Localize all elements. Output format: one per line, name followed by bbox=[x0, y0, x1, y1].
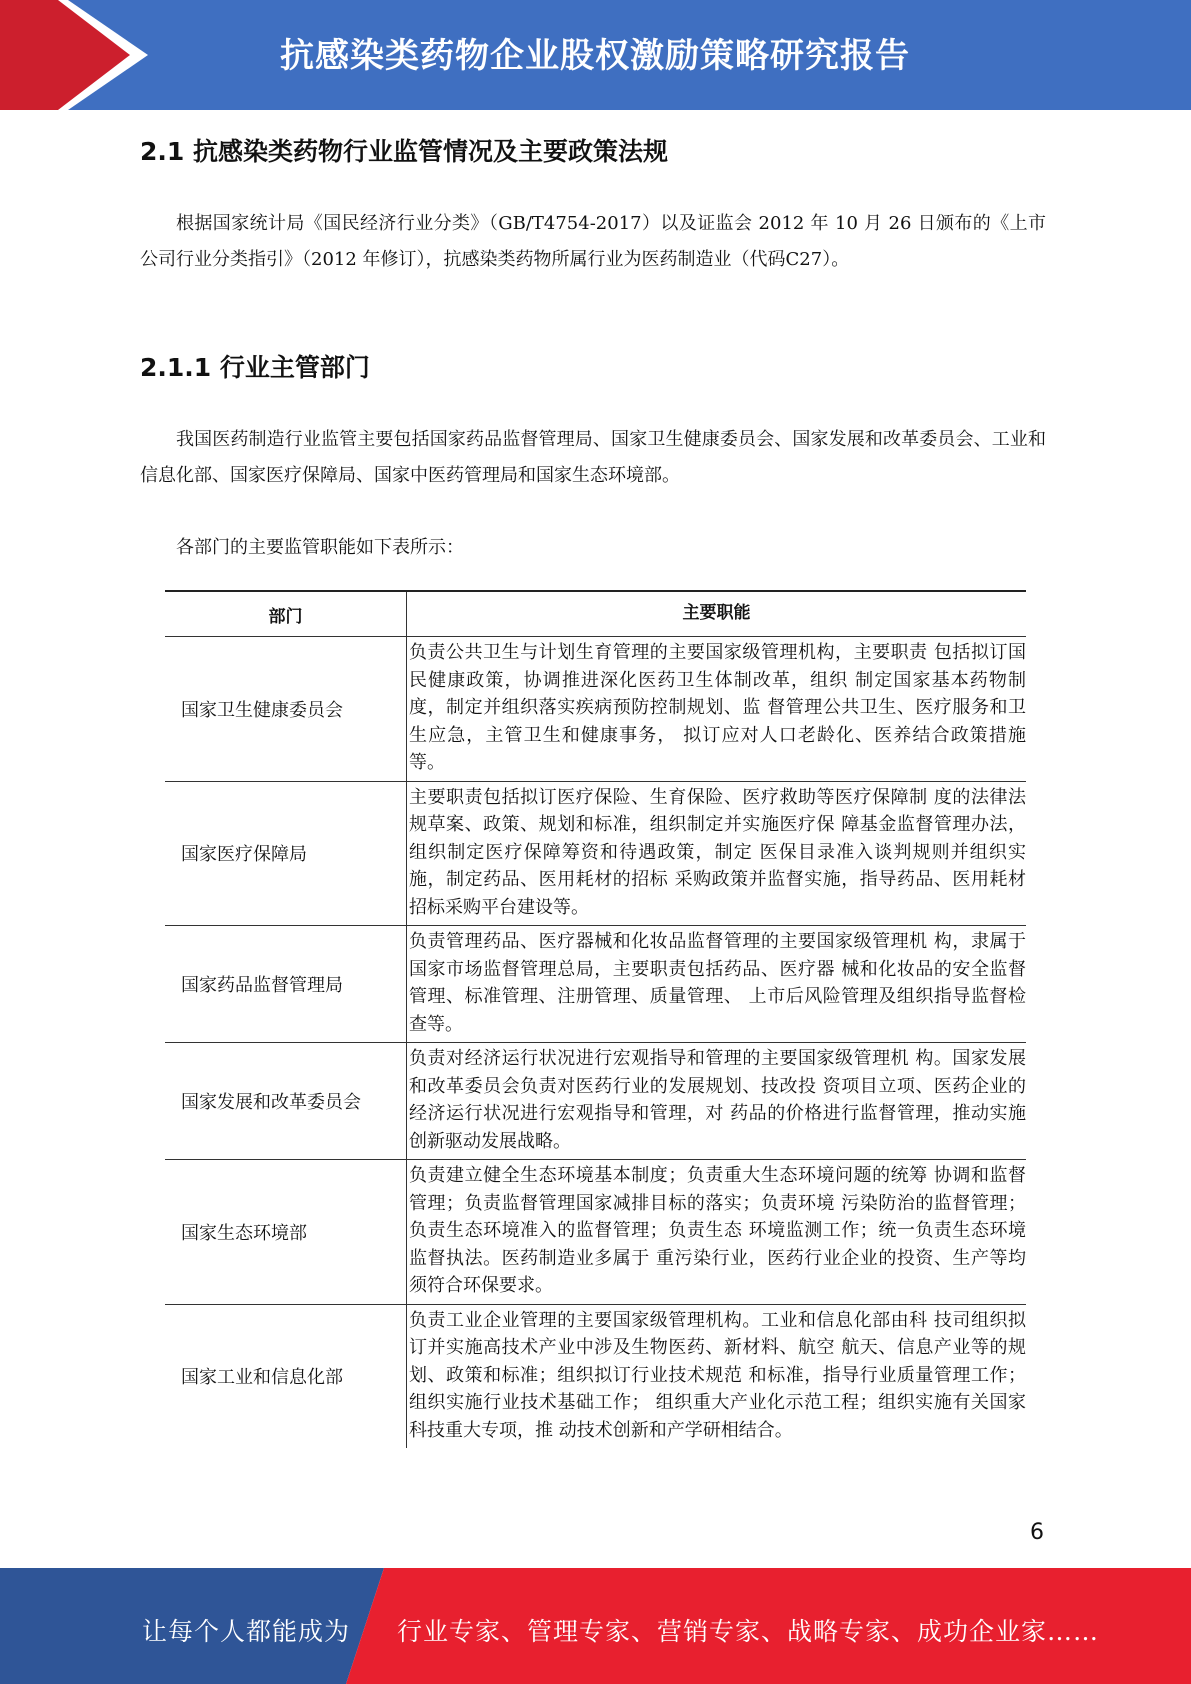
footer-slogan-left: 让每个人都能成为 bbox=[142, 1617, 351, 1646]
footer-slogan-right: 行业专家、管理专家、营销专家、战略专家、成功企业家…… bbox=[397, 1617, 1100, 1646]
header-chevron-decoration bbox=[0, 0, 150, 110]
table-header-functions: 主要职能 bbox=[682, 603, 751, 624]
page-header-band bbox=[0, 0, 1191, 110]
section-heading-2-1: 2.1 抗感染类药物行业监管情况及主要政策法规 bbox=[140, 137, 668, 166]
table-row bbox=[165, 1305, 1026, 1449]
table-row bbox=[165, 1160, 1026, 1305]
table-row bbox=[165, 637, 1026, 782]
functions-cell: 负责对经济运行状况进行宏观指导和管理的主要国家级管理机 构。国家发展和改革委员会负责对医药行业的发展规划、技改投 资项目立项、医药企业的经济运行状况进行宏观指导和管理，对 药品的价格进行监督管理，推动实施创新驱动发展战略。 bbox=[409, 1048, 1026, 1152]
department-cell: 国家卫生健康委员会 bbox=[165, 637, 407, 781]
functions-cell: 负责建立健全生态环境基本制度；负责重大生态环境问题的统筹 协调和监督管理；负责监督管理国家减排目标的落实；负责环境 污染防治的监督管理；负责生态环境准入的监督管理；负责生态 环境监测工作；统一负责生态环境监督执法。医药制造业多属于 重污染行业，医药行业企业的投资、生产等均须符合环保要求。 bbox=[409, 1165, 1026, 1296]
department-cell: 国家工业和信息化部 bbox=[165, 1305, 407, 1449]
section-2-1-paragraph: 根据国家统计局《国民经济行业分类》（GB/T4754-2017）以及证监会 2012 年 10 月 26 日颁布的《上市公司行业分类指引》（2012 年修订），抗感染类药物所属行业为医药制造业（代码C27）。 bbox=[140, 213, 1046, 270]
table-row bbox=[165, 926, 1026, 1043]
table-header-department: 部门 bbox=[165, 592, 407, 636]
department-cell: 国家医疗保障局 bbox=[165, 782, 407, 926]
department-cell: 国家生态环境部 bbox=[165, 1160, 407, 1304]
functions-cell: 负责工业企业管理的主要国家级管理机构。工业和信息化部由科 技司组织拟订并实施高技术产业中涉及生物医药、新材料、航空 航天、信息产业等的规划、政策和标准；组织拟订行业技术规范 和标准，指导行业质量管理工作；组织实施行业技术基础工作； 组织重大产业化示范工程；组织实施有关国家科技重大专项，推 动技术创新和产学研相结合。 bbox=[409, 1309, 1026, 1441]
page-footer-band bbox=[0, 1568, 1191, 1684]
functions-cell: 主要职责包括拟订医疗保险、生育保险、医疗救助等医疗保障制 度的法律法规草案、政策、规划和标准，组织制定并实施医疗保 障基金监督管理办法，组织制定医疗保障筹资和待遇政策，制定 医保目录准入谈判规则并组织实施，制定药品、医用耗材的招标 采购政策并监督实施，指导药品、医用耗材招标采购平台建设等。 bbox=[409, 786, 1026, 918]
functions-cell: 负责管理药品、医疗器械和化妆品监督管理的主要国家级管理机 构，隶属于国家市场监督管理总局，主要职责包括药品、医疗器 械和化妆品的安全监督管理、标准管理、注册管理、质量管理、 上市后风险管理及组织指导监督检查等。 bbox=[409, 931, 1026, 1035]
report-title: 抗感染类药物企业股权激励策略研究报告 bbox=[280, 36, 910, 76]
regulatory-departments-table bbox=[165, 590, 1026, 1448]
section-2-1-1-paragraph: 我国医药制造行业监管主要包括国家药品监督管理局、国家卫生健康委员会、国家发展和改革委员会、工业和信息化部、国家医疗保障局、国家中医药管理局和国家生态环境部。 bbox=[140, 429, 1046, 486]
page-number: 6 bbox=[1030, 1520, 1044, 1545]
functions-cell: 负责公共卫生与计划生育管理的主要国家级管理机构，主要职责 包括拟订国民健康政策，协调推进深化医药卫生体制改革，组织 制定国家基本药物制度，制定并组织落实疾病预防控制规划、监 督管理公共卫生、医疗服务和卫生应急，主管卫生和健康事务， 拟订应对人口老龄化、医养结合政策措施等。 bbox=[409, 642, 1026, 773]
table-row bbox=[165, 782, 1026, 927]
department-cell: 国家药品监督管理局 bbox=[165, 926, 407, 1042]
table-intro-text: 各部门的主要监管职能如下表所示： bbox=[176, 537, 464, 558]
section-heading-2-1-1: 2.1.1 行业主管部门 bbox=[140, 353, 370, 382]
table-header-row bbox=[165, 592, 1026, 637]
department-cell: 国家发展和改革委员会 bbox=[165, 1043, 407, 1159]
table-row bbox=[165, 1043, 1026, 1160]
